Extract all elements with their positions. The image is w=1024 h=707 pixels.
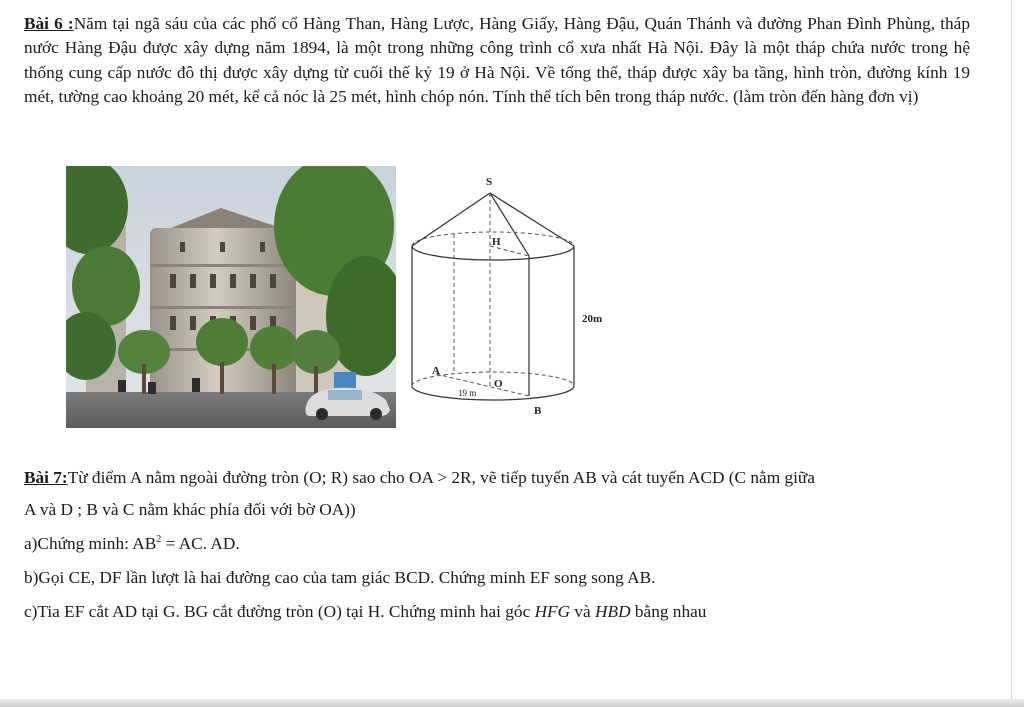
part-a-suffix: = AC. AD. [161,534,240,553]
problem-7-part-a [24,534,240,554]
problem-6-paragraph [24,12,970,110]
water-tower-photo-image [66,166,396,428]
cone-right-edge [490,193,574,246]
label-a: A [432,365,440,377]
cylinder-cone-figure [404,170,614,428]
part-c-angle-hbd: HBD [595,602,631,621]
problem-7-intro [24,466,999,490]
part-c-suffix: bằng nhau [630,602,707,621]
water-tower-diagram [404,170,614,428]
bottom-ellipse-front [412,386,574,400]
problem-7-text-2: A và D ; B và C nằm khác phía đối với bờ OA)) [24,500,356,519]
problem-6-text: Năm tại ngã sáu của các phố cổ Hàng Than, Hàng Lược, Hàng Giấy, Hàng Đậu, Quán Thánh và đường Phan Đình Phùng, tháp nước Hàng Đậu được xây dựng năm 1894, là một trong những công trình cổ xưa nhất Hà Nội. Đây là một tháp chứa nước trong hệ thống cung cấp nước đô thị được xây dựng từ cuối thế kỷ 19 ở Hà Nội. Về tổng thể, tháp được xây ba tầng, hình tròn, đường kính 19 mét, tường cao khoảng 20 mét, kể cả nóc là 25 mét, hình chóp nón. Tính thể tích bên trong tháp nước. (làm tròn đến hàng đơn vị) [24,14,970,107]
label-o: O [494,378,503,390]
bottom-diameter-line [436,374,529,396]
water-tower-photo [66,166,396,428]
problem-7-label: Bài 7: [24,468,68,487]
cone-left-edge [412,193,490,246]
label-height: 20m [582,313,603,325]
part-a-prefix: a)Chứng minh: AB [24,534,157,553]
part-c-mid: và [570,602,596,621]
label-s: S [486,176,493,188]
page-bottom-edge [0,699,1024,707]
problem-6-label: Bài 6 : [24,14,74,33]
part-a-exponent: 2 [156,534,162,545]
top-ellipse-front [412,246,574,260]
problem-7-part-c [24,602,706,622]
page-right-edge [1011,0,1012,707]
problem-7-part-b: b)Gọi CE, DF lần lượt là hai đường cao của tam giác BCD. Chứng minh EF song song AB. [24,568,656,587]
problem-7-text-1: Từ điểm A nằm ngoài đường tròn (O; R) sao cho OA > 2R, vẽ tiếp tuyến AB và cát tuyến ACD (C nằm giữa [67,468,815,487]
label-h: H [492,236,501,248]
label-diameter: 19 m [458,388,477,398]
label-b: B [534,405,542,417]
part-c-prefix: c)Tia EF cắt AD tại G. BG cắt đường tròn (O) tại H. Chứng minh hai góc [24,602,535,621]
part-c-angle-hfg: HFG [534,602,571,621]
